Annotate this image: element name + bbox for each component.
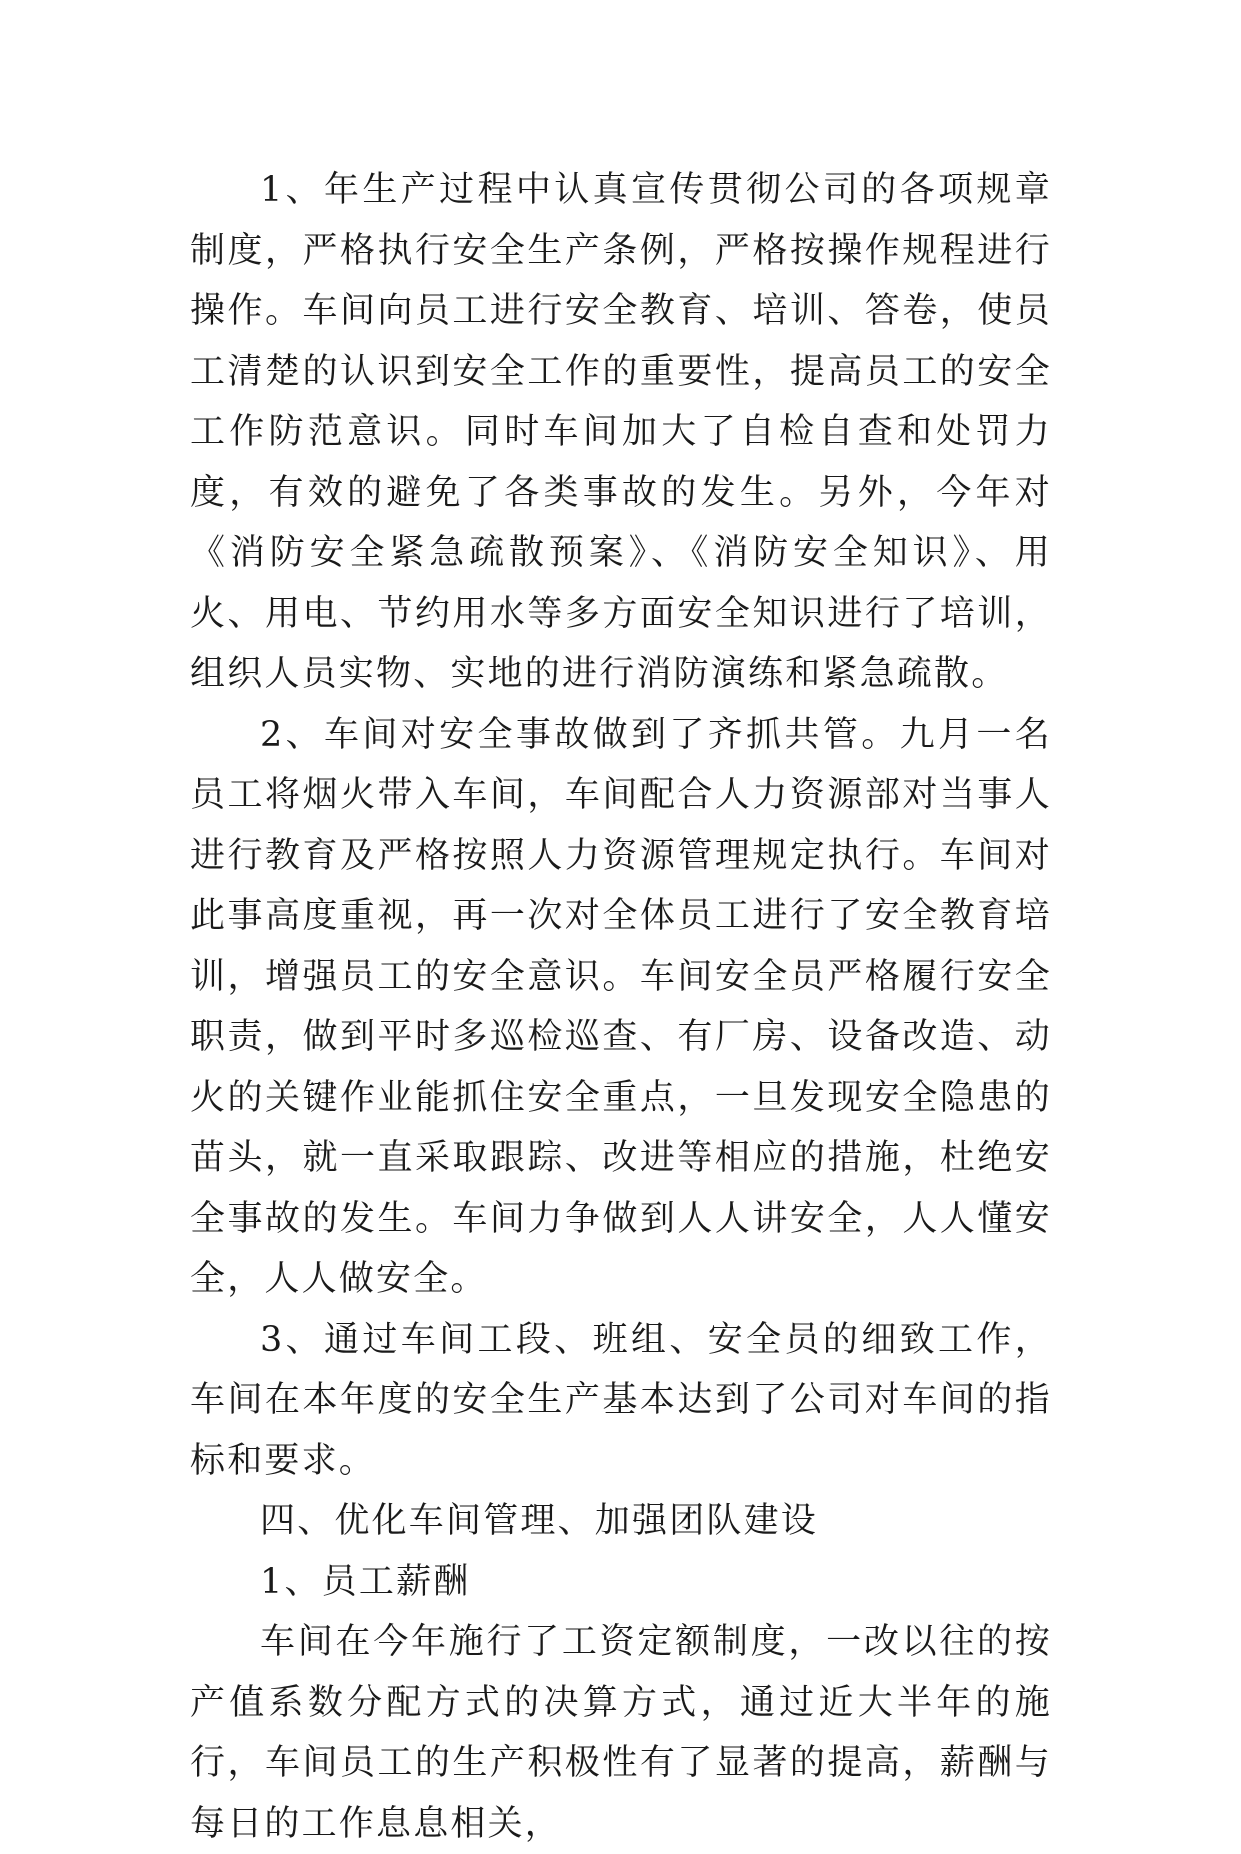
paragraph-safety-targets: 3、通过车间工段、班组、安全员的细致工作，车间在本年度的安全生产基本达到了公司对车间的指标和要求。 <box>190 1319 1052 1481</box>
paragraph-safety-rules: 1、年生产过程中认真宣传贯彻公司的各项规章制度，严格执行安全生产条例，严格按操作规程进行操作。车间向员工进行安全教育、培训、答卷，使员工清楚的认识到安全工作的重要性，提高员工的安全工作防范意识。同时车间加大了自检自查和处罚力度，有效的避免了各类事故的发生。另外，今年对《消防安全紧急疏散预案》、《消防安全知识》、用火、用电、节约用水等多方面安全知识进行了培训，组织人员实物、实地的进行消防演练和紧急疏散。 <box>190 170 1052 694</box>
document-body <box>190 160 1052 1854</box>
subheading-employee-salary: 1、员工薪酬 <box>260 1561 471 1602</box>
section-heading-team-building: 四、优化车间管理、加强团队建设 <box>260 1501 819 1541</box>
paragraph-safety-management: 2、车间对安全事故做到了齐抓共管。九月一名员工将烟火带入车间，车间配合人力资源部对当事人进行教育及严格按照人力资源管理规定执行。车间对此事高度重视，再一次对全体员工进行了安全教育培训，增强员工的安全意识。车间安全员严格履行安全职责，做到平时多巡检巡查、有厂房、设备改造、动火的关键作业能抓住安全重点，一旦发现安全隐患的苗头，就一直采取跟踪、改进等相应的措施，杜绝安全事故的发生。车间力争做到人人讲安全，人人懂安全，人人做安全。 <box>190 714 1052 1299</box>
paragraph-salary-system: 车间在今年施行了工资定额制度，一改以往的按产值系数分配方式的决算方式，通过近大半年的施行，车间员工的生产积极性有了显著的提高，薪酬与每日的工作息息相关， <box>190 1622 1052 1844</box>
